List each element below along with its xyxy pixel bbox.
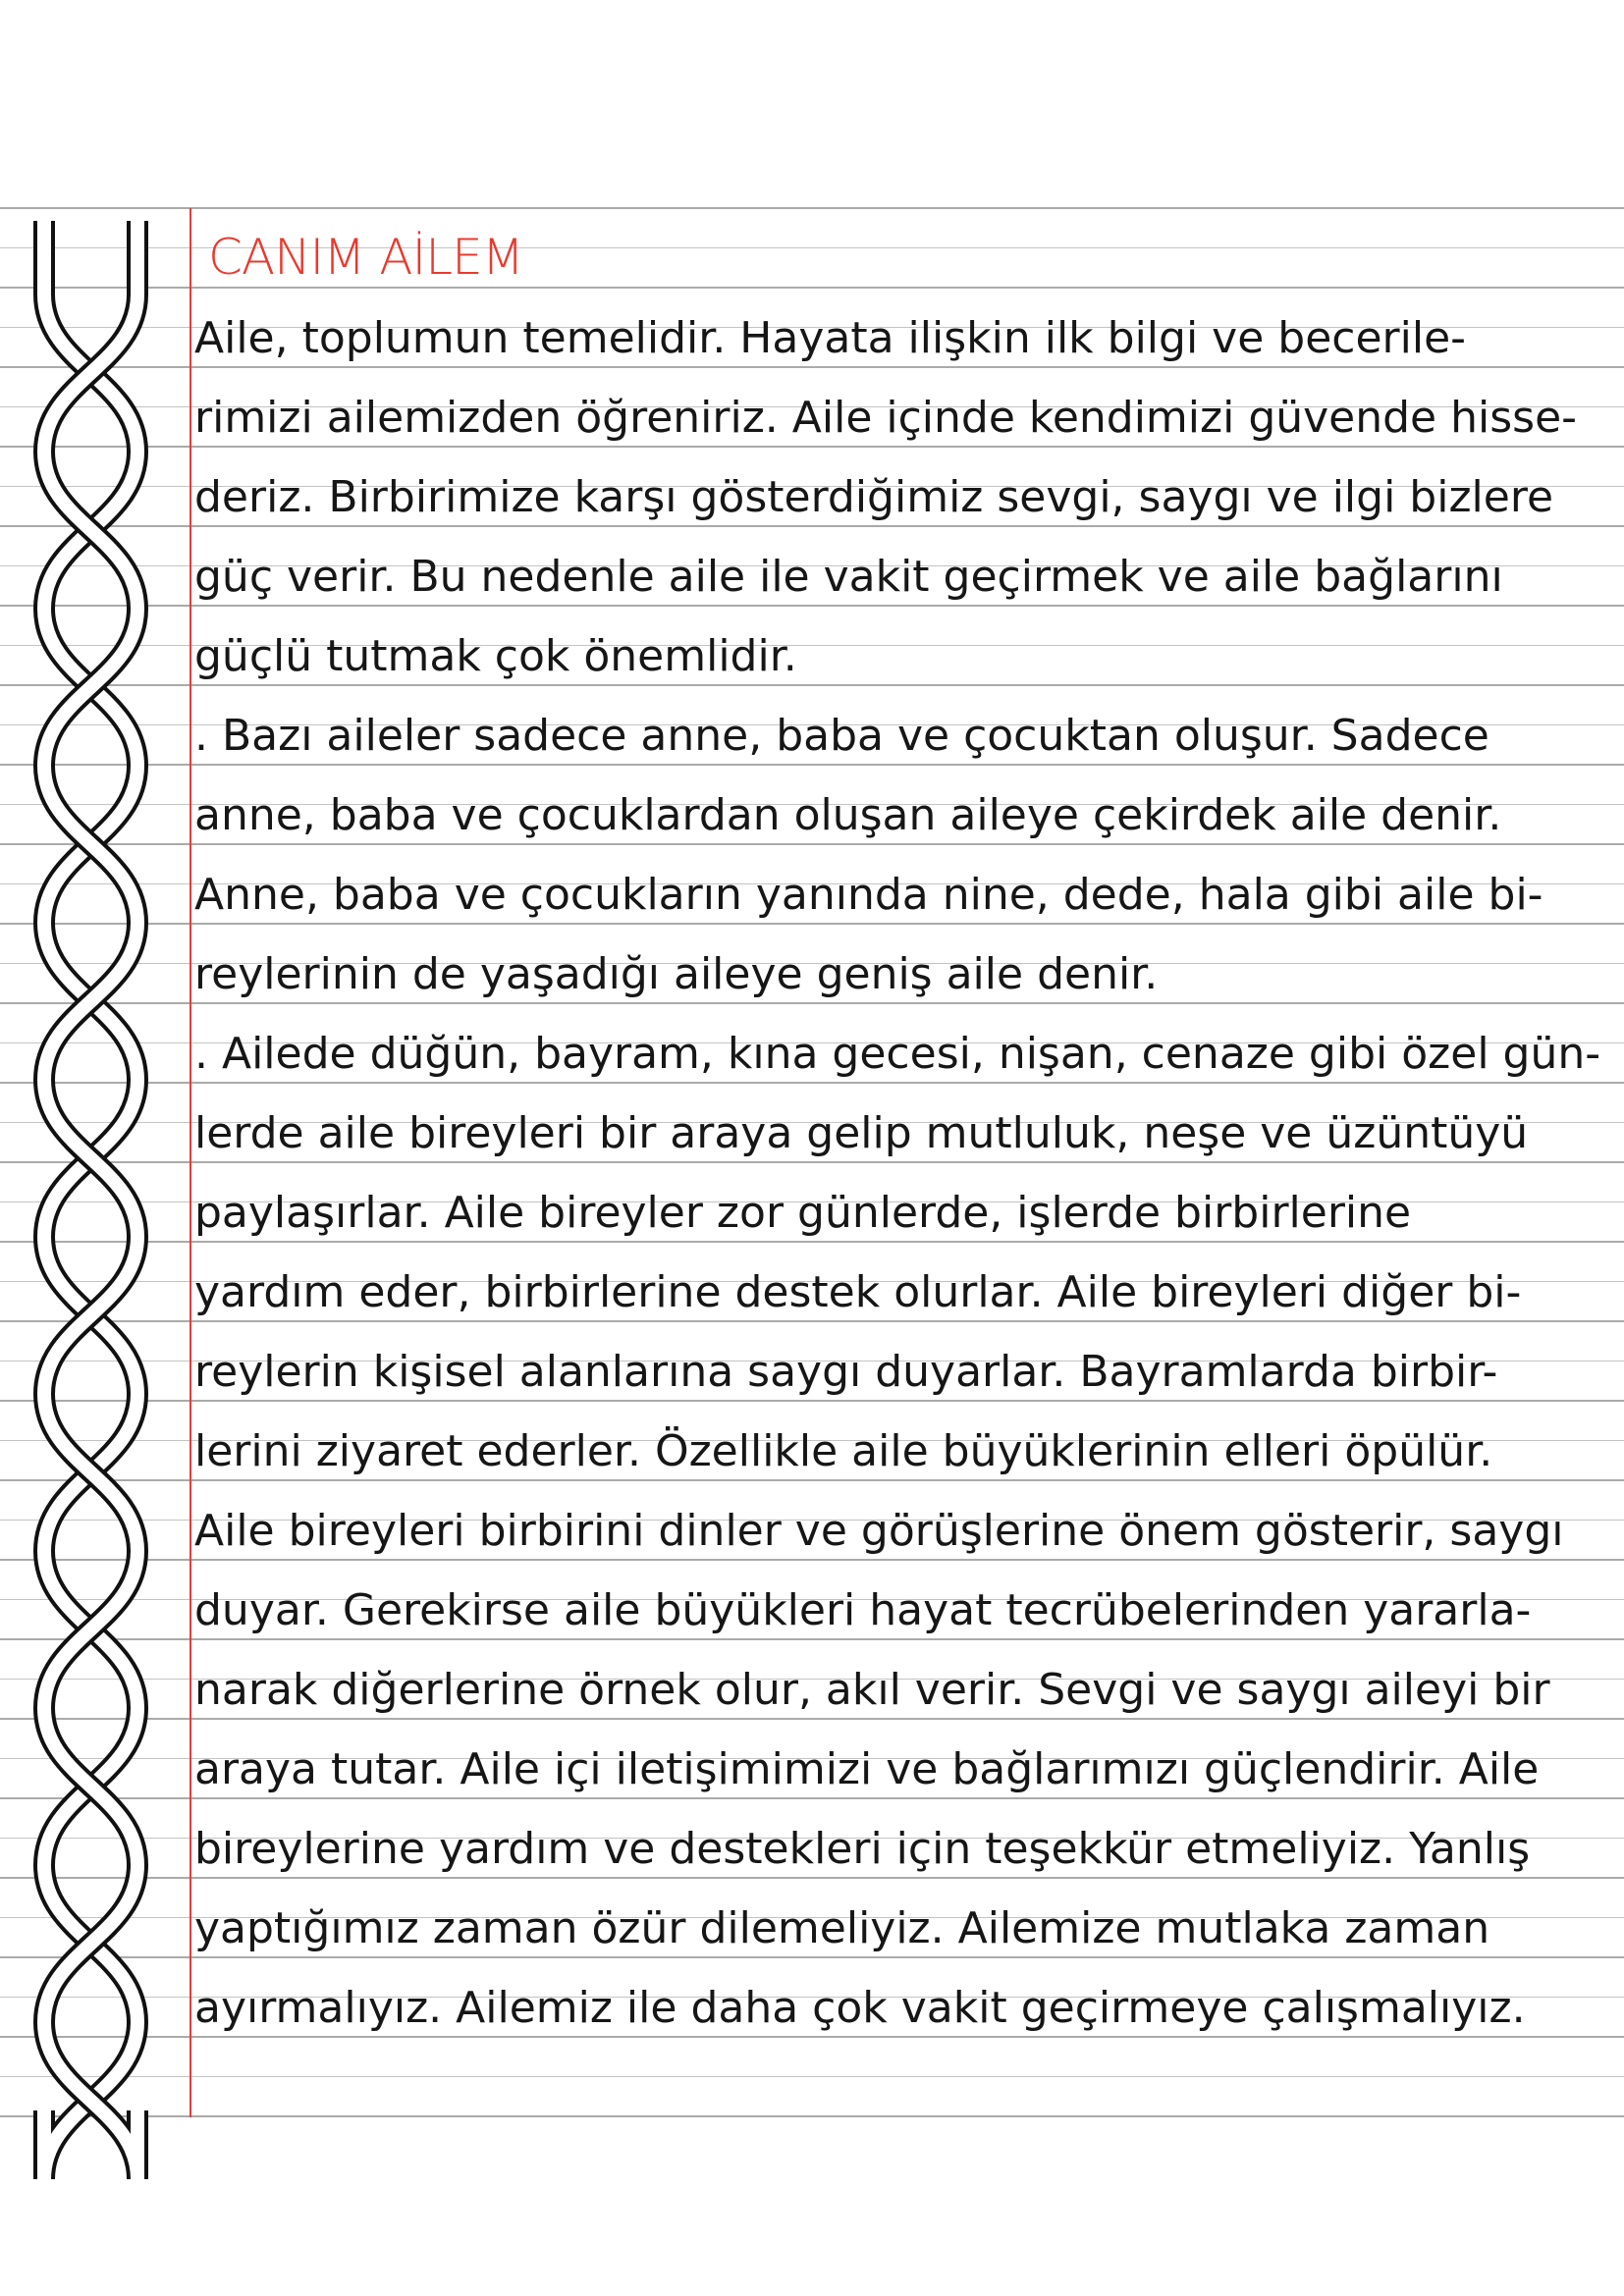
text-line: güçlü tutmak çok önemlidir. [194,631,797,681]
text-line: Aile bireyleri birbirini dinler ve görüşlerine önem gösterir, saygı [194,1506,1564,1556]
text-line: deriz. Birbirimize karşı gösterdiğimiz sevgi, saygı ve ilgi bizlere [194,472,1554,522]
text-line: güç verir. Bu nedenle aile ile vakit geçirmek ve aile bağlarını [194,552,1503,602]
text-line: lerde aile bireyleri bir araya gelip mutluluk, neşe ve üzüntüyü [194,1108,1529,1158]
text-line: paylaşırlar. Aile bireyler zor günlerde, işlerde birbirlerine [194,1188,1412,1238]
margin-line [189,208,191,2117]
worksheet-title: CANIM AİLEM [208,229,523,286]
text-line: yaptığımız zaman özür dilemeliyiz. Ailemize mutlaka zaman [194,1903,1490,1953]
text-line: lerini ziyaret ederler. Özellikle aile büyüklerinin elleri öpülür. [194,1426,1493,1476]
text-line: narak diğerlerine örnek olur, akıl verir. Sevgi ve saygı aileyi bir [194,1665,1550,1715]
text-line: duyar. Gerekirse aile büyükleri hayat tecrübelerinden yararla- [194,1585,1532,1635]
text-line: anne, baba ve çocuklardan oluşan aileye çekirdek aile denir. [194,790,1502,840]
text-line: reylerinin de yaşadığı aileye geniş aile denir. [194,949,1159,999]
text-line: ayırmalıyız. Ailemiz ile daha çok vakit geçirmeye çalışmalıyız. [194,1983,1526,2033]
text-line: bireylerine yardım ve destekleri için teşekkür etmeliyiz. Yanlış [194,1824,1531,1874]
text-line: reylerin kişisel alanlarına saygı duyarlar. Bayramlarda birbir- [194,1347,1498,1397]
text-line: Aile, toplumun temelidir. Hayata ilişkin ilk bilgi ve becerile- [194,313,1467,363]
text-line: . Ailede düğün, bayram, kına gecesi, nişan, cenaze gibi özel gün- [194,1029,1601,1079]
text-line: Anne, baba ve çocukların yanında nine, dede, hala gibi aile bi- [194,870,1543,920]
text-line: yardım eder, birbirlerine destek olurlar. Aile bireyleri diğer bi- [194,1267,1522,1317]
braid-border-decoration [0,0,187,2296]
text-line: rimizi ailemizden öğreniriz. Aile içinde kendimizi güvende hisse- [194,393,1578,443]
text-line: araya tutar. Aile içi iletişimimizi ve bağlarımızı güçlendirir. Aile [194,1744,1540,1794]
text-line: . Bazı aileler sadece anne, baba ve çocuktan oluşur. Sadece [194,711,1489,761]
